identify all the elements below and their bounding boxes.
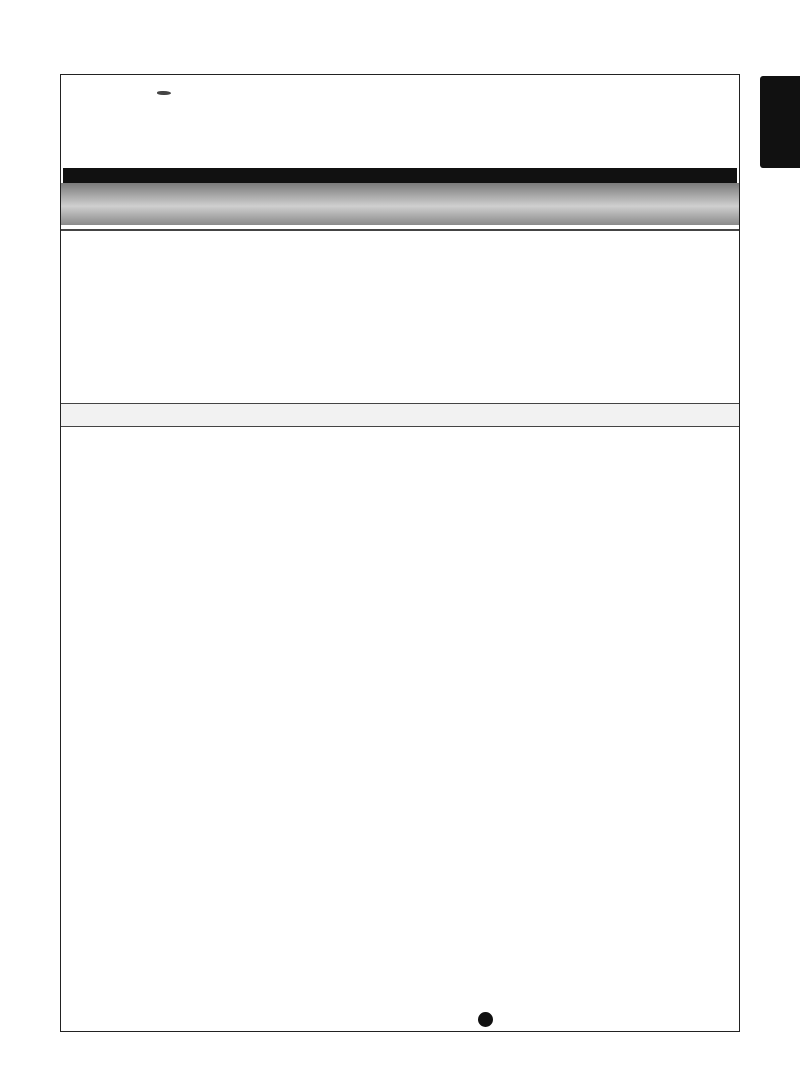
brand-logo [157,91,171,95]
header-adult [509,404,587,426]
footer [476,1012,499,1030]
header-mode [441,404,509,426]
route-banner [63,168,737,183]
header-child [587,405,657,427]
ad-page [60,74,740,1032]
category-tab[interactable] [760,76,800,168]
series-slogan [209,404,369,426]
series-title [67,404,177,426]
edition-badge [478,1012,493,1027]
hailar-section-header [61,229,739,231]
table-header [61,403,739,427]
mountain-banner [61,183,739,225]
header-depart [657,404,739,426]
